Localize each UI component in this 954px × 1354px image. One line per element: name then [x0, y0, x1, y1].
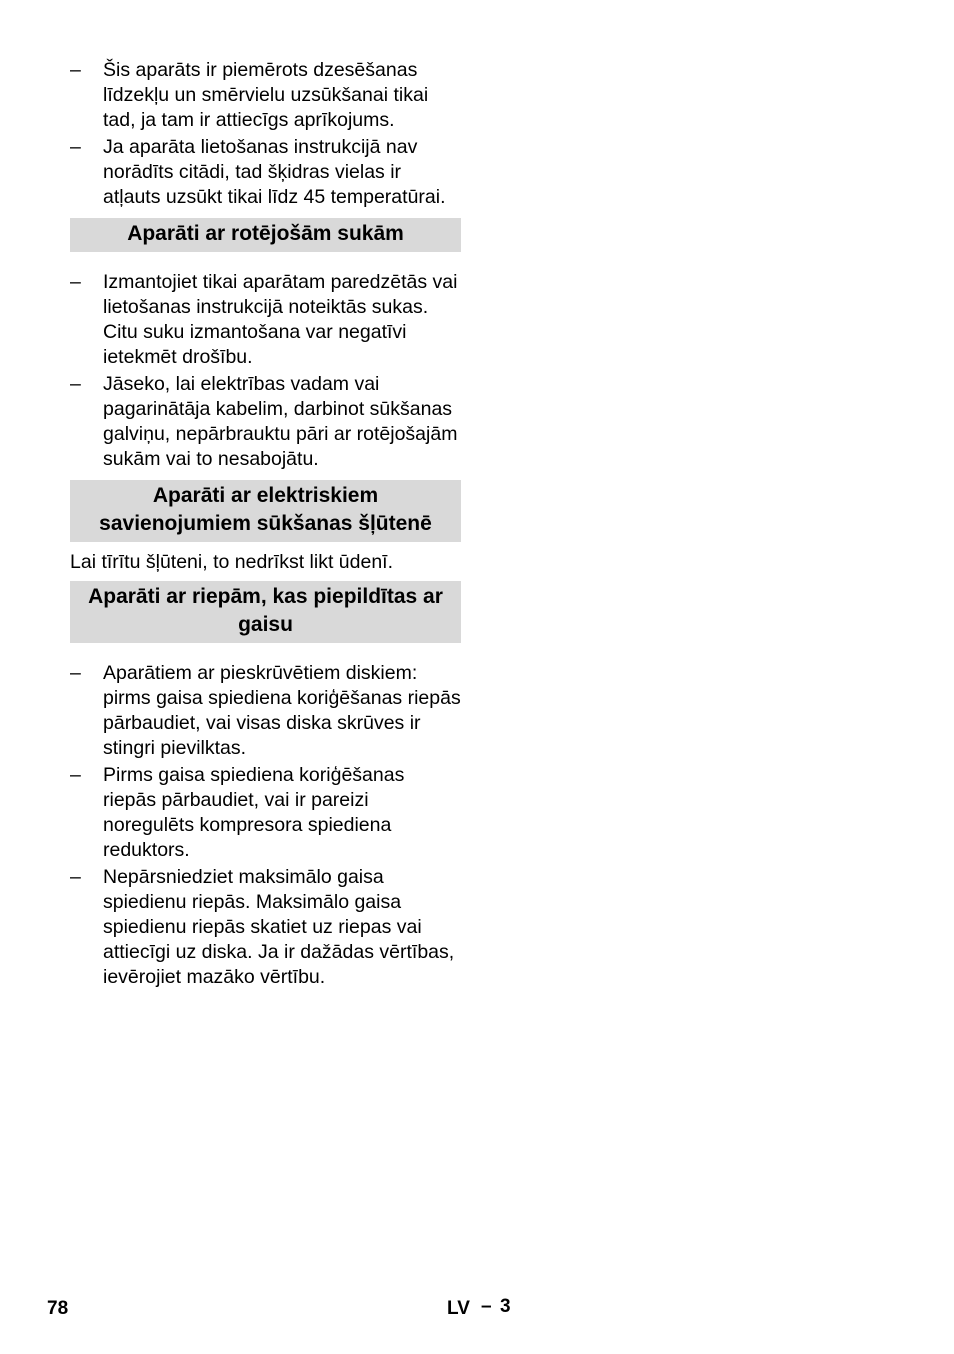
heading-rotating-brushes: Aparāti ar rotējošām sukām — [70, 218, 461, 252]
content-column — [70, 58, 461, 992]
heading-line: Aparāti ar riepām, kas piepildītas ar — [88, 585, 443, 608]
list-item — [70, 135, 461, 210]
language-code: LV — [447, 1298, 470, 1319]
heading-line: savienojumiem sūkšanas šļūtenē — [99, 512, 432, 535]
bullet-dash: – — [70, 59, 81, 81]
list-item — [70, 58, 461, 133]
list-item — [70, 270, 461, 370]
list-item-text: Aparātiem ar pieskrūvētiem diskiem: pirms gaisa spiediena koriģēšanas riepās pārbaudiet, vai visas diska skrūves ir stingri pievilktas. — [103, 662, 461, 759]
bullet-dash: – — [70, 136, 81, 158]
heading-electric-hose — [70, 480, 461, 542]
list-item-text: Nepārsniedziet maksimālo gaisa spiedienu riepās. Maksimālo gaisa spiedienu riepās skatiet uz riepas vai attiecīgi uz diska. Ja ir dažādas vērtības, ievērojiet mazāko vērtību. — [103, 866, 455, 988]
list-item — [70, 865, 461, 990]
page-number: 78 — [47, 1298, 69, 1319]
heading-line: Aparāti ar elektriskiem — [152, 484, 379, 507]
heading-air-tyres — [70, 581, 461, 643]
safety-list-general — [70, 58, 461, 210]
bullet-dash: – — [70, 373, 81, 395]
safety-list-tyres — [70, 661, 461, 990]
list-item-text: Ja aparāta lietošanas instrukcijā nav norādīts citādi, tad šķidras vielas ir atļauts uzsūkt tikai līdz 45 temperatūrai. — [103, 136, 446, 208]
list-item — [70, 661, 461, 761]
hose-paragraph: Lai tīrītu šļūteni, to nedrīkst likt ūdenī. — [70, 551, 393, 573]
bullet-dash: – — [70, 764, 81, 786]
safety-list-brushes — [70, 270, 461, 472]
footer-dash: – — [481, 1296, 492, 1317]
bullet-dash: – — [70, 662, 81, 684]
list-item — [70, 372, 461, 472]
list-item-text: Šis aparāts ir piemērots dzesēšanas līdzekļu un smērvielu uzsūkšanai tikai tad, ja tam ir attiecīgs aprīkojums. — [103, 59, 429, 131]
heading-line: gaisu — [238, 613, 293, 636]
section-number: 3 — [500, 1296, 511, 1317]
list-item — [70, 763, 461, 863]
bullet-dash: – — [70, 271, 81, 293]
list-item-text: Pirms gaisa spiediena koriģēšanas riepās pārbaudiet, vai ir pareizi noregulēts kompresora spiediena reduktors. — [103, 764, 405, 861]
bullet-dash: – — [70, 866, 81, 888]
list-item-text: Izmantojiet tikai aparātam paredzētās vai lietošanas instrukcijā noteiktās sukas. Citu suku izmantošana var negatīvi ietekmēt drošību. — [103, 271, 458, 368]
list-item-text: Jāseko, lai elektrības vadam vai pagarinātāja kabelim, darbinot sūkšanas galviņu, nepārbrauktu pāri ar rotējošajām sukām vai to nesabojātu. — [103, 373, 458, 470]
